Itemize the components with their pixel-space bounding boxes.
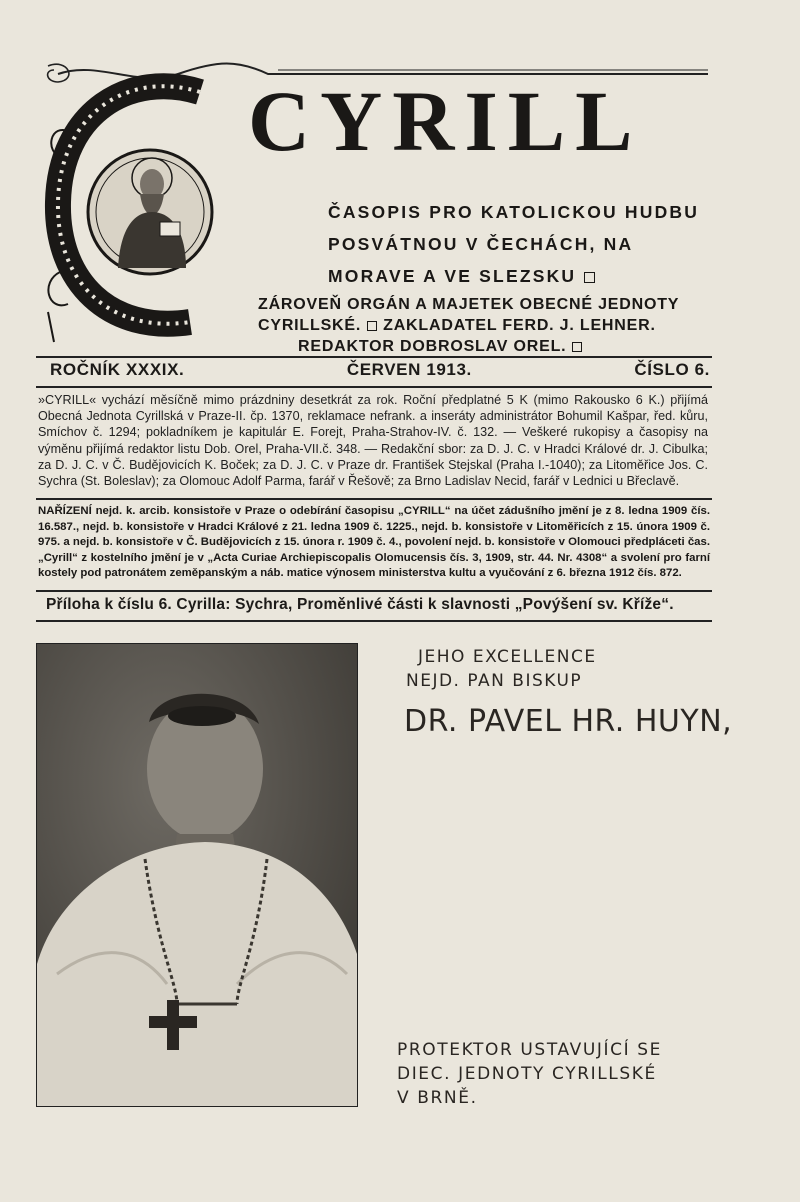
portrait-caption — [404, 645, 733, 745]
subtitle-line-2: POSVÁTNOU V ČECHÁCH, NA — [328, 234, 634, 254]
portrait-image — [37, 644, 357, 1106]
saint-emblem-icon — [40, 72, 240, 344]
subtitle-line-3-text: MORAVE A VE SLEZSKU — [328, 266, 577, 286]
issue-date: ČERVEN 1913. — [346, 360, 472, 379]
issue-number: ČÍSLO 6. — [634, 360, 710, 379]
journal-title: CYRILL — [248, 73, 643, 169]
caption-bottom-1: PROTEKTOR USTAVUJÍCÍ SE — [397, 1040, 662, 1060]
square-ornament-icon — [367, 321, 377, 331]
organization-info — [258, 294, 713, 357]
issue-row — [50, 360, 710, 380]
subtitle-line-1: ČASOPIS PRO KATOLICKOU HUDBU — [328, 202, 700, 222]
org-line-1: ZÁROVEŇ ORGÁN A MAJETEK OBECNÉ JEDNOTY — [258, 296, 680, 313]
divider — [36, 356, 712, 358]
square-ornament-icon — [572, 342, 582, 352]
caption-line-2: NEJD. PAN BISKUP — [406, 671, 583, 691]
bishop-portrait-photo — [36, 643, 358, 1107]
divider — [36, 386, 712, 388]
journal-subtitle — [328, 196, 699, 292]
subtitle-line-3 — [328, 260, 699, 292]
portrait-caption-bottom — [397, 1038, 717, 1110]
caption-bottom-2: DIEC. JEDNOTY CYRILLSKÉ — [397, 1064, 657, 1084]
supplement-note: Příloha k číslu 6. Cyrilla: Sychra, Proměnlivé části k slavnosti „Povýšení sv. Kříže“. — [46, 596, 674, 613]
divider — [36, 498, 712, 500]
subscription-info: »CYRILL« vychází měsíčně mimo prázdniny desetkrát za rok. Roční předplatné 5 K (mimo Rakousko 6 K.) přijímá Obecná Jednota Cyrillská v Praze-II. čp. 1370, reklamace nefrank. a inseráty administrátor Bohumil Kašpar, řed. kůru, Smíchov č. 1294; pokladníkem je kapitulár E. Forejt, Praha-Strahov-IV. č. 132. — Veškeré rukopisy a časopisy na výměnu přijímá redaktor listu Dob. Orel, Praha-VII.č. 348. — Redakční sbor: za D. J. C. v Hradci Králové dr. J. Cibulka; za D. J. C. v Č. Budějovicích K. Boček; za D. J. C. v Praze dr. František Stejskal (Praha I.-1040); za Litoměřice Jos. C. Sychra (St. Boleslav); za Olomouc Adolf Parma, farář v Řešově; za Brno Ladislav Necid, farář v Lednici u Břeclavě. — [38, 393, 708, 489]
volume-label: ROČNÍK XXXIX. — [50, 360, 185, 379]
org-line-2a: CYRILLSKÉ. — [258, 317, 362, 334]
caption-bottom-3: V BRNĚ. — [397, 1088, 478, 1108]
decree-notice: NAŘÍZENÍ nejd. k. arcib. konsistoře v Praze o odebírání časopisu „CYRILL“ na účet zádušního jmění je z 8. ledna 1909 čís. 16.587., nejd. b. konsistoře v Hradci Králové z 21. ledna 1909 č. 1225., nejd. b. konsistoře v Litoměřicích z 15. února 1909 č. 975. a nejd. b. konsistoře v Č. Budějovicích z 15. února r. 1909 č. 4., povolení nejd. b. konsistoře v Olomouci předpláceti čas. „Cyrill“ z kostelního jmění je v „Acta Curiae Archiepiscopalis Olomucensis čís. 3, 1909, str. 44. Nr. 4308“ a svolení pro farní kostely pod patronátem zeměpanským a náb. matice výnosem ministerstva kultu a vyučování z 6. března 1912 čís. 872. — [38, 505, 710, 580]
caption-name: DR. PAVEL HR. HUYN, — [404, 704, 733, 739]
square-ornament-icon — [584, 272, 595, 283]
divider — [36, 620, 712, 622]
divider — [36, 590, 712, 592]
org-line-3-text: REDAKTOR DOBROSLAV OREL. — [298, 338, 567, 355]
org-line-2 — [258, 315, 713, 336]
org-line-2b: ZAKLADATEL FERD. J. LEHNER. — [383, 317, 656, 334]
org-line-3 — [298, 336, 713, 357]
caption-line-1: JEHO EXCELLENCE — [418, 647, 597, 667]
